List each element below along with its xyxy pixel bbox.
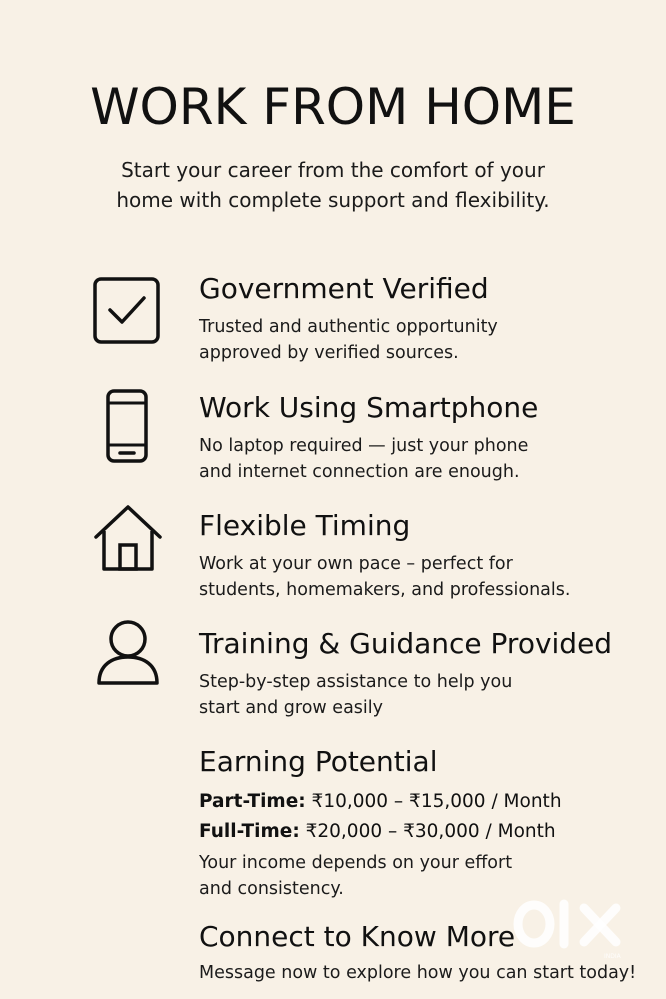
olx-watermark-sub: INDIA — [604, 953, 621, 960]
feature-description-line: and internet connection are enough. — [199, 462, 520, 482]
earning-note-line: Your income depends on your effort — [199, 853, 513, 873]
feature-heading: Training & Guidance Provided — [199, 627, 613, 660]
feature-description-line: No laptop required — just your phone — [199, 436, 529, 456]
earning-note-line: and consistency. — [199, 879, 344, 899]
part-time-label: Part-Time: — [199, 791, 306, 812]
olx-watermark-logo — [510, 896, 630, 962]
user-icon — [90, 617, 166, 693]
feature-heading: Government Verified — [199, 272, 489, 305]
feature-description-line: approved by verified sources. — [199, 343, 459, 363]
page-subtitle — [60, 155, 606, 215]
feature-description-line: students, homemakers, and professionals. — [199, 580, 571, 600]
feature-description — [199, 669, 639, 721]
feature-description — [199, 551, 639, 603]
feature-heading: Work Using Smartphone — [199, 391, 539, 424]
feature-description — [199, 433, 639, 485]
earning-heading: Earning Potential — [199, 745, 438, 778]
feature-description-line: Step-by-step assistance to help you — [199, 672, 513, 692]
connect-heading: Connect to Know More — [199, 920, 516, 953]
earning-note — [199, 850, 639, 902]
feature-description — [199, 314, 639, 366]
connect-message: Message now to explore how you can start today! — [199, 963, 637, 983]
part-time-line — [199, 789, 562, 815]
checkbox-icon — [90, 274, 166, 350]
feature-description-line: start and grow easily — [199, 698, 383, 718]
home-icon — [90, 501, 166, 577]
smartphone-icon — [90, 389, 166, 465]
feature-description-line: Trusted and authentic opportunity — [199, 317, 498, 337]
full-time-line — [199, 819, 556, 845]
full-time-value: ₹20,000 – ₹30,000 / Month — [305, 821, 556, 842]
page-title: WORK FROM HOME — [90, 78, 576, 136]
subtitle-line: Start your career from the comfort of your — [121, 158, 545, 182]
feature-heading: Flexible Timing — [199, 509, 411, 542]
full-time-label: Full-Time: — [199, 821, 300, 842]
feature-description-line: Work at your own pace – perfect for — [199, 554, 513, 574]
subtitle-line: home with complete support and flexibility. — [116, 188, 550, 212]
part-time-value: ₹10,000 – ₹15,000 / Month — [311, 791, 562, 812]
